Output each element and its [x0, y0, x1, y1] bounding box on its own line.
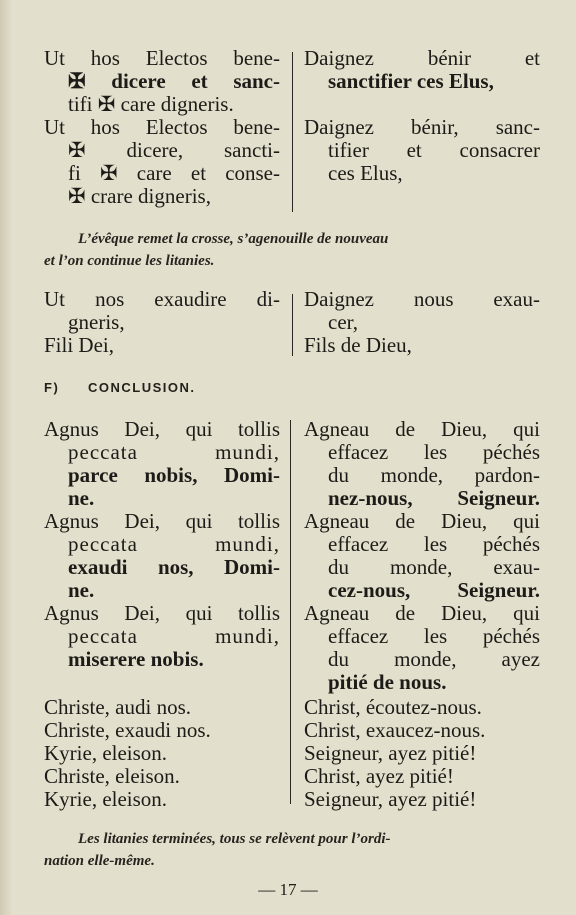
verse-line: du monde, exau- — [328, 555, 540, 579]
section-title: CONCLUSION. — [88, 380, 196, 395]
block1-french — [304, 47, 540, 185]
rubric-2 — [44, 828, 540, 872]
rubric-line: L’évêque remet la crosse, s’agenouille de nouveau — [78, 231, 389, 247]
verse-line: Agneau de Dieu, qui — [304, 509, 540, 533]
verse-line: Agneau de Dieu, qui — [304, 417, 540, 441]
verse-line: ✠ dicere, sancti- — [68, 138, 280, 162]
verse-line: ✠ dicere et sanc- — [68, 69, 280, 93]
verse-line: peccata mundi, — [68, 440, 280, 464]
verse-line: miserere nobis. — [68, 647, 204, 671]
verse-line: Christ, exaucez-nous. — [304, 718, 486, 742]
verse-line: cez-nous, Seigneur. — [328, 578, 540, 602]
agnus-french — [304, 418, 540, 694]
kyrie-french — [304, 696, 540, 811]
verse-line: fi ✠ care et conse- — [68, 161, 280, 185]
binding-shadow — [0, 0, 12, 915]
verse-line: Christ, écoutez-nous. — [304, 695, 482, 719]
verse-line: Christe, audi nos. — [44, 695, 191, 719]
rubric-1 — [44, 228, 540, 272]
verse-line: Agnus Dei, qui tollis — [44, 509, 280, 533]
verse-line: sanctifier ces Elus, — [328, 69, 494, 93]
verse-line: Daignez bénir et — [304, 46, 540, 70]
verse-line: ces Elus, — [328, 161, 403, 185]
section-letter: F) — [44, 380, 60, 395]
verse-line: effacez les péchés — [328, 440, 540, 464]
verse-line: Daignez bénir, sanc- — [304, 115, 540, 139]
verse-line: Daignez nous exau- — [304, 287, 540, 311]
verse-line: Ut hos Electos bene- — [44, 115, 280, 139]
verse-line: du monde, ayez — [328, 647, 540, 671]
section-heading — [44, 380, 196, 395]
verse-line: Fils de Dieu, — [304, 333, 412, 357]
verse-line: Agnus Dei, qui tollis — [44, 601, 280, 625]
verse-line: ✠ crare digneris, — [68, 184, 211, 208]
verse-line: peccata mundi, — [68, 532, 280, 556]
verse-line: Seigneur, ayez pitié! — [304, 787, 477, 811]
kyrie-latin — [44, 696, 280, 811]
verse-line: nez-nous, Seigneur. — [328, 486, 540, 510]
block2-latin — [44, 288, 280, 357]
verse-line: Ut nos exaudire di- — [44, 287, 280, 311]
verse-line: Fili Dei, — [44, 333, 115, 357]
rubric-line: et l’on continue les litanies. — [44, 253, 215, 269]
verse-line: gneris, — [68, 310, 125, 334]
verse-line: exaudi nos, Domi- — [68, 555, 280, 579]
verse-line — [304, 93, 540, 116]
verse-line: tifier et consacrer — [328, 138, 540, 162]
rubric-line: Les litanies terminées, tous se relèvent pour l’ordi- — [78, 831, 391, 847]
verse-line: ne. — [68, 486, 95, 510]
verse-line: Christe, eleison. — [44, 764, 180, 788]
verse-line: du monde, pardon- — [328, 463, 540, 487]
block2-french — [304, 288, 540, 357]
verse-line: Agneau de Dieu, qui — [304, 601, 540, 625]
verse-line: Agnus Dei, qui tollis — [44, 417, 280, 441]
verse-line: Ut hos Electos bene- — [44, 46, 280, 70]
verse-line: ne. — [68, 578, 95, 602]
verse-line: pitié de nous. — [328, 670, 447, 694]
verse-line: effacez les péchés — [328, 532, 540, 556]
verse-line: cer, — [328, 310, 359, 334]
column-divider — [292, 294, 293, 356]
column-divider — [290, 420, 291, 804]
verse-line: Seigneur, ayez pitié! — [304, 741, 477, 765]
verse-line: effacez les péchés — [328, 624, 540, 648]
verse-line: peccata mundi, — [68, 624, 280, 648]
verse-line: tifi ✠ care digneris. — [68, 92, 234, 116]
verse-line: Kyrie, eleison. — [44, 741, 168, 765]
block1-latin — [44, 47, 280, 208]
verse-line: parce nobis, Domi- — [68, 463, 280, 487]
rubric-line: nation elle-même. — [44, 853, 155, 869]
page-number: — 17 — — [258, 880, 318, 899]
verse-line: Kyrie, eleison. — [44, 787, 168, 811]
agnus-latin — [44, 418, 280, 671]
verse-line: Christ, ayez pitié! — [304, 764, 454, 788]
verse-line: Christe, exaudi nos. — [44, 718, 211, 742]
column-divider — [292, 52, 293, 212]
